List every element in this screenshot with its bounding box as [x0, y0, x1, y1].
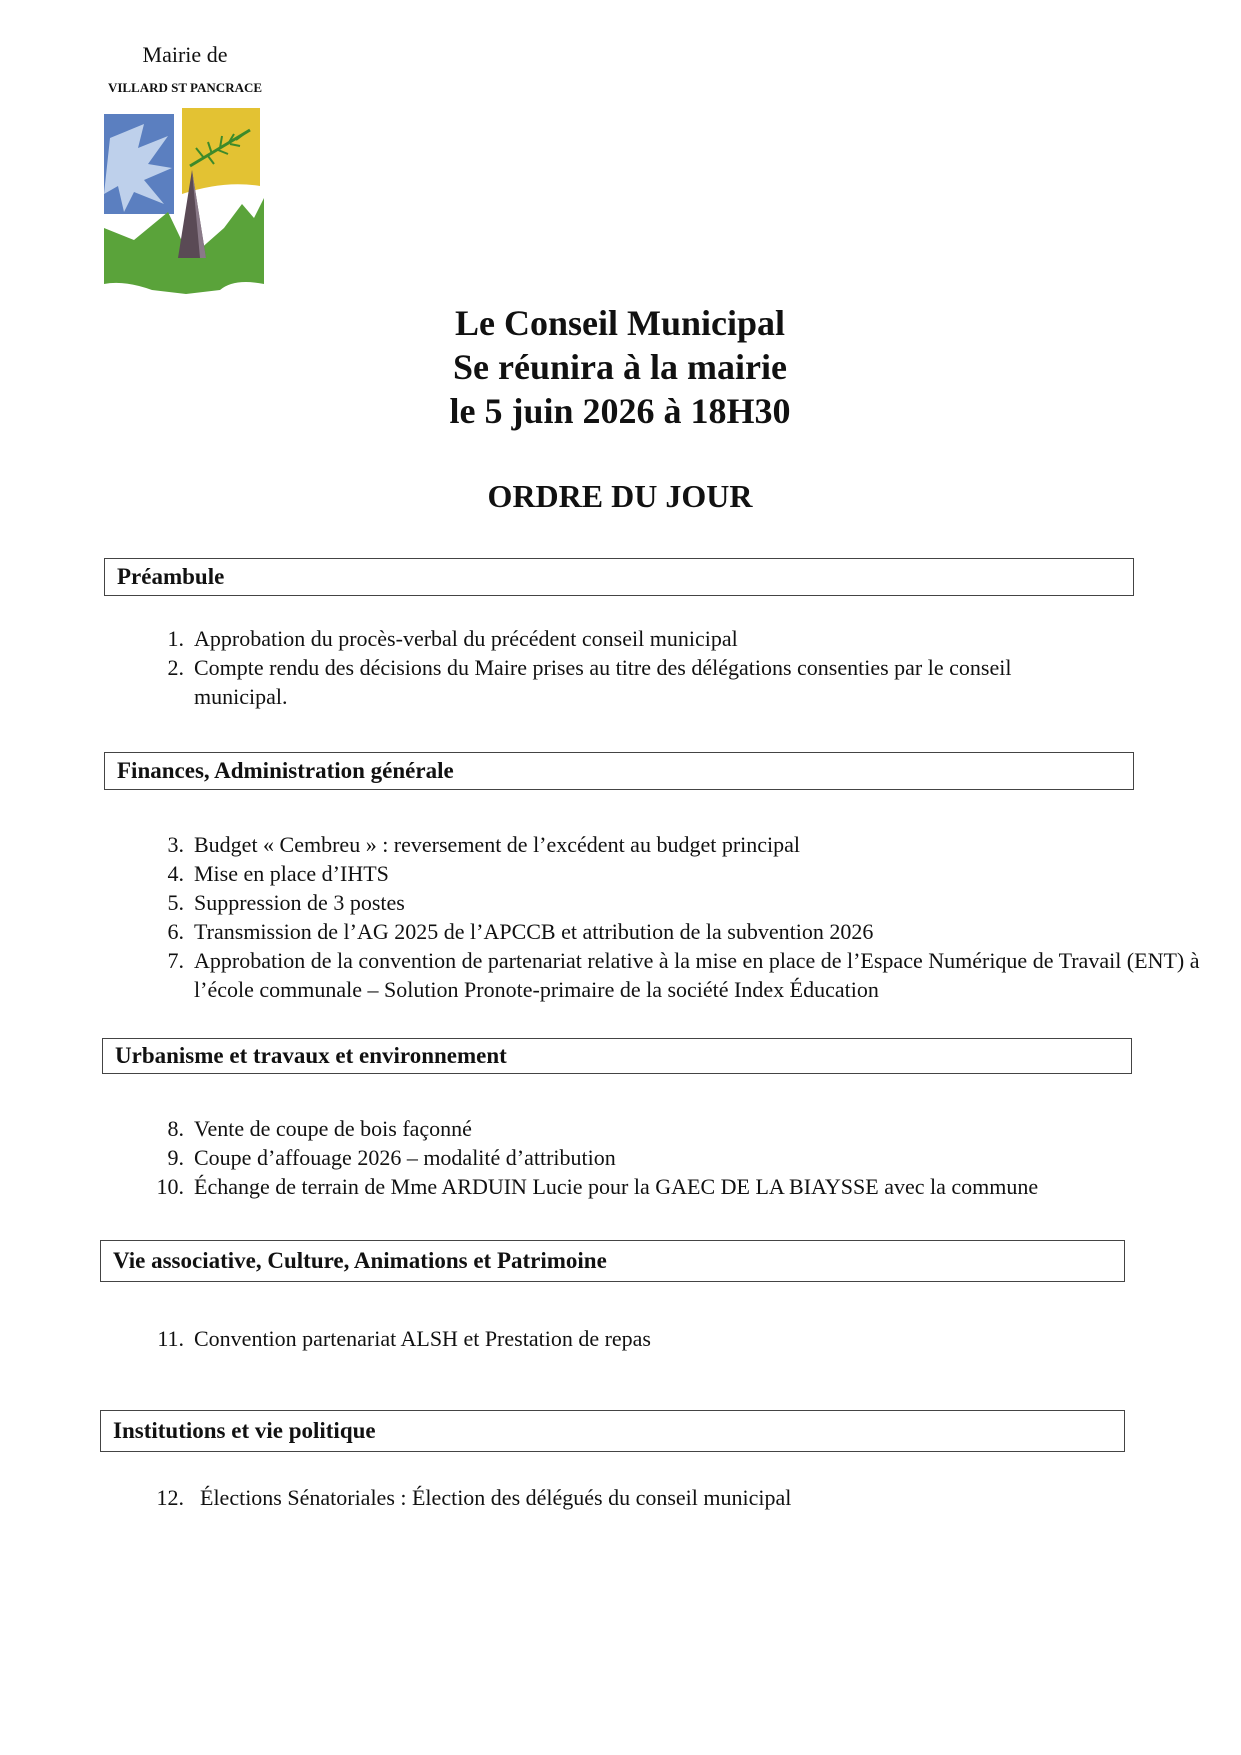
- item-text: Budget « Cembreu » : reversement de l’excédent au budget principal: [194, 832, 801, 857]
- agenda-item: [140, 917, 1194, 946]
- item-number: 9.: [167, 1145, 184, 1170]
- agenda-item: [140, 1143, 1194, 1172]
- agenda-item: [140, 1114, 1194, 1143]
- item-number: 2.: [167, 655, 184, 680]
- section-header-finances: Finances, Administration générale: [104, 752, 1134, 790]
- item-number: 8.: [167, 1116, 184, 1141]
- item-text: Vente de coupe de bois façonné: [194, 1116, 472, 1141]
- agenda-item: [140, 859, 1194, 888]
- item-text: Élections Sénatoriales : Élection des délégués du conseil municipal: [200, 1485, 792, 1510]
- item-text: Compte rendu des décisions du Maire prises au titre des délégations consenties par le conseil municipal.: [194, 655, 1012, 709]
- commune-name: VILLARD ST PANCRACE: [107, 80, 263, 95]
- item-number: 10.: [156, 1174, 184, 1199]
- section-header-urbanisme: Urbanisme et travaux et environnement: [102, 1038, 1132, 1074]
- coat-of-arms-logo: [104, 108, 268, 296]
- agenda-item: [140, 653, 1094, 711]
- item-number: 7.: [167, 948, 184, 973]
- agenda-item: [140, 830, 1194, 859]
- section-header-institutions: Institutions et vie politique: [100, 1410, 1125, 1452]
- meeting-date-time: le 5 juin 2026 à 18H30: [449, 391, 791, 431]
- agenda-item: [140, 888, 1194, 917]
- agenda-item: [140, 1324, 1194, 1353]
- item-text: Échange de terrain de Mme ARDUIN Lucie pour la GAEC DE LA BIAYSSE avec la commune: [194, 1174, 1039, 1199]
- agenda-title: ORDRE DU JOUR: [487, 478, 753, 514]
- meeting-subtitle: Se réunira à la mairie: [453, 347, 787, 387]
- item-text: Convention partenariat ALSH et Prestation de repas: [194, 1326, 651, 1351]
- item-text: Coupe d’affouage 2026 – modalité d’attribution: [194, 1145, 616, 1170]
- agenda-item: [140, 624, 1194, 653]
- item-text: Suppression de 3 postes: [194, 890, 405, 915]
- item-number: 11.: [157, 1326, 184, 1351]
- section-header-vie-associative: Vie associative, Culture, Animations et Patrimoine: [100, 1240, 1125, 1282]
- item-text: Transmission de l’AG 2025 de l’APCCB et attribution de la subvention 2026: [194, 919, 874, 944]
- item-number: 6.: [167, 919, 184, 944]
- item-text: Approbation du procès-verbal du précédent conseil municipal: [194, 626, 738, 651]
- item-number: 3.: [167, 832, 184, 857]
- item-number: 5.: [167, 890, 184, 915]
- meeting-title: Le Conseil Municipal: [454, 303, 786, 343]
- agenda-item: [140, 1483, 1200, 1512]
- mairie-label: Mairie de: [142, 42, 228, 67]
- agenda-item: [140, 1172, 1194, 1201]
- item-text: Mise en place d’IHTS: [194, 861, 389, 886]
- item-number: 4.: [167, 861, 184, 886]
- agenda-item: [140, 946, 1214, 1004]
- item-number: 12.: [156, 1485, 184, 1510]
- section-header-preambule: Préambule: [104, 558, 1134, 596]
- item-number: 1.: [167, 626, 184, 651]
- item-text: Approbation de la convention de partenariat relative à la mise en place de l’Espace Numérique de Travail (ENT) à l’école communale – Solution Pronote-primaire de la société Index Éducation: [194, 948, 1200, 1002]
